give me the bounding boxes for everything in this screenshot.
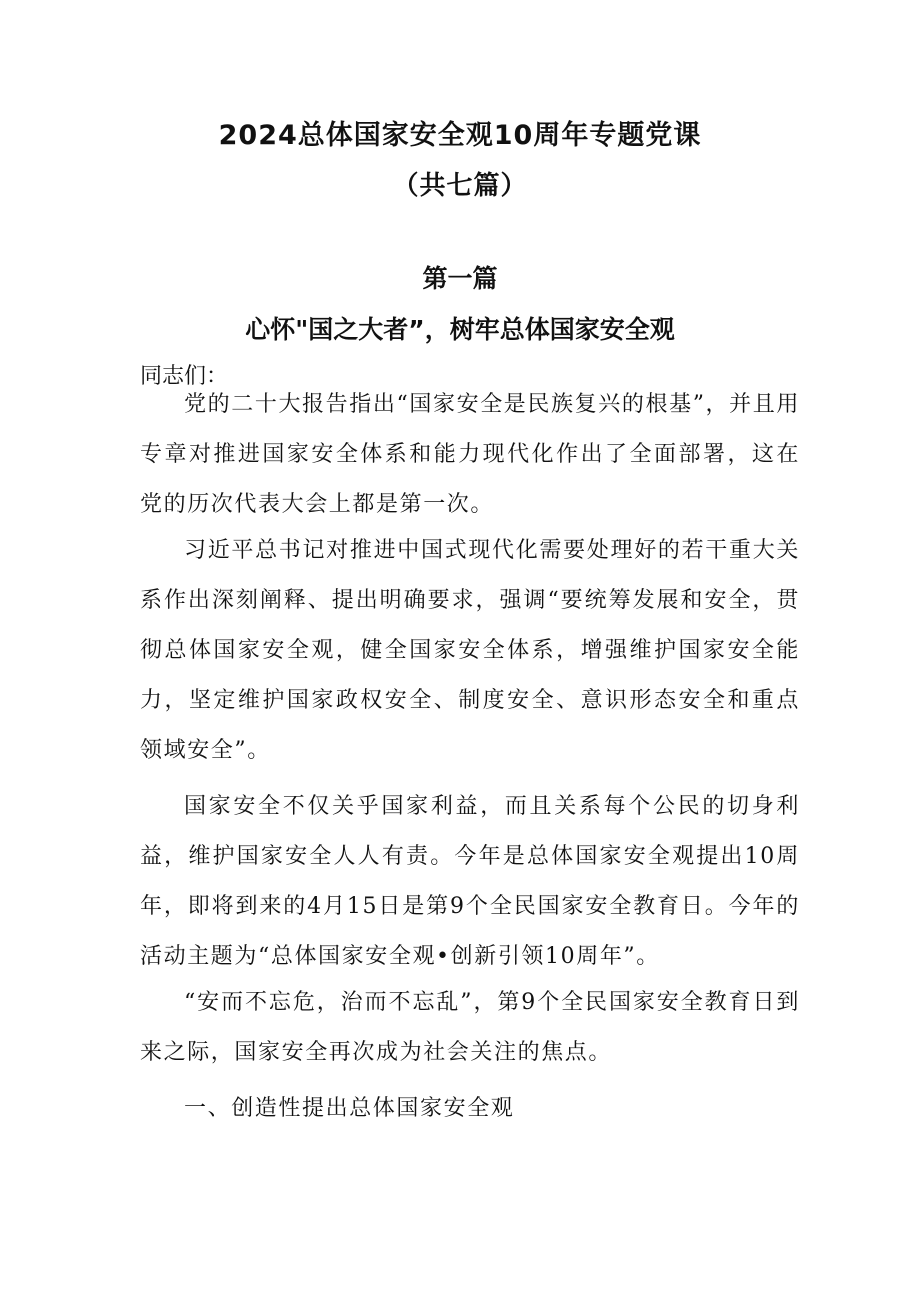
chapter-number: 第一篇 [422,264,498,293]
chapter-title: 心怀"国之大者”，树牢总体国家安全观 [245,315,675,344]
paragraph: “安而不忘危，治而不忘乱”，第9个全民国家安全教育日到来之际，国家安全再次成为社会关注的焦点。 [140,990,800,1065]
paragraph: 党的二十大报告指出“国家安全是民族复兴的根基”，并且用专章对推进国家安全体系和能力现代化作出了全面部署，这在党的历次代表大会上都是第一次。 [140,392,800,517]
paragraph: 国家安全不仅关乎国家利益，而且关系每个公民的切身利益，维护国家安全人人有责。今年是总体国家安全观提出10周年，即将到来的4月15日是第9个全民国家安全教育日。今年的活动主题为“总体国家安全观•创新引领10周年”。 [140,794,800,969]
paragraph: 习近平总书记对推进中国式现代化需要处理好的若干重大关系作出深刻阐释、提出明确要求，强调“要统筹发展和安全，贯彻总体国家安全观，健全国家安全体系，增强维护国家安全能力，坚定维护国家政权安全、制度安全、意识形态安全和重点领域安全”。 [140,538,800,763]
document-subtitle: （共七篇） [392,171,528,201]
document-title: 2024总体国家安全观10周年专题党课 [218,120,702,151]
salutation: 同志们： [140,364,229,389]
section-heading: 一、创造性提出总体国家安全观 [184,1096,515,1121]
